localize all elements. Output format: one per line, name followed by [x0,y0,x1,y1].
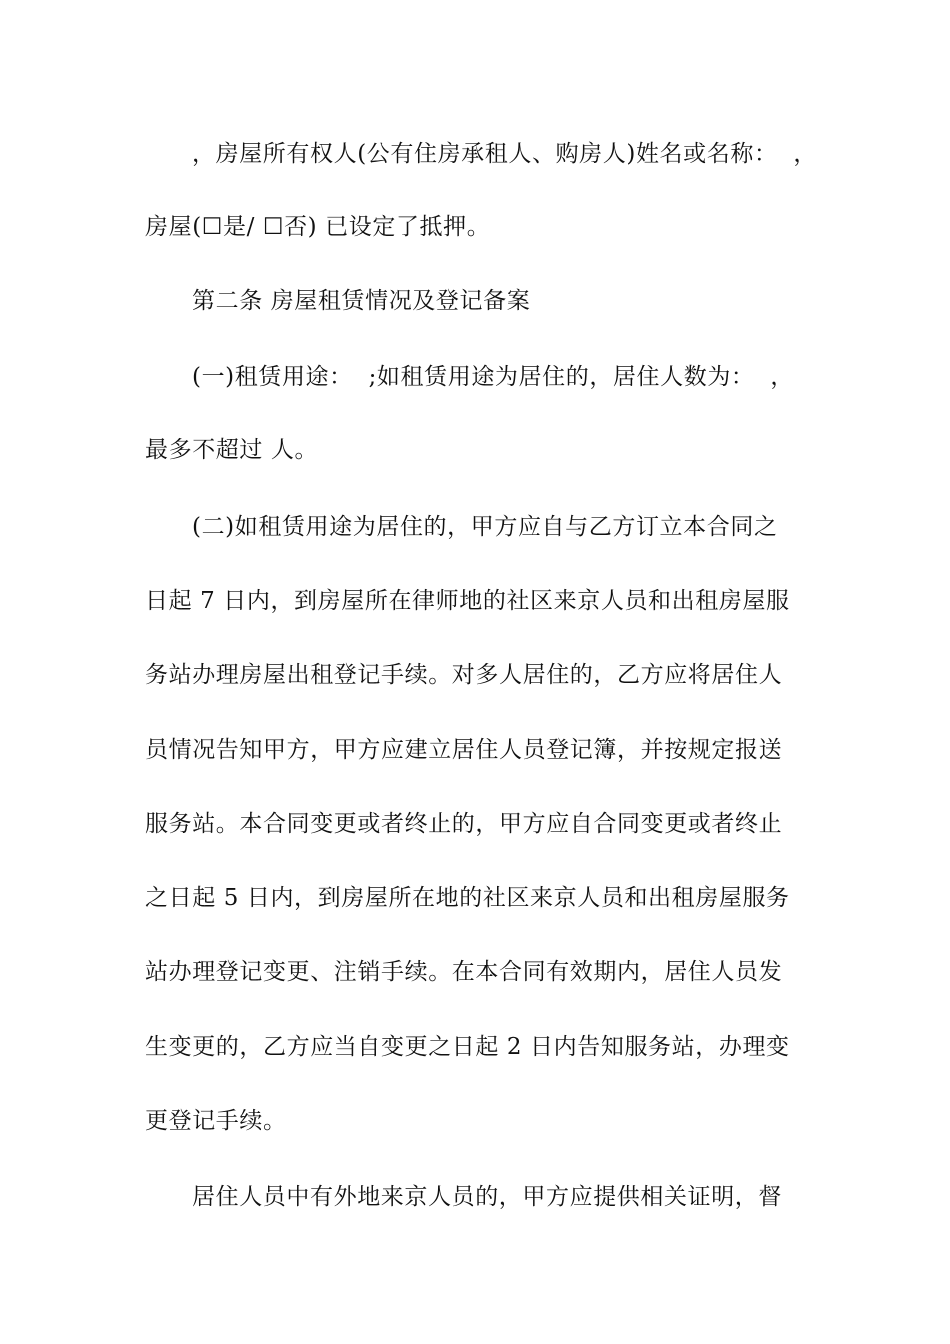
text-line-11: 之日起 5 日内，到房屋所在地的社区来京人员和出租房屋服务 [145,885,790,911]
text-line-15: 居住人员中有外地来京人员的，甲方应提供相关证明，督 [192,1184,782,1210]
section-heading: 第二条 房屋租赁情况及登记备案 [192,288,531,314]
text-line-8: 务站办理房屋出租登记手续。对多人居住的，乙方应将居住人 [145,662,783,688]
text-line-10: 服务站。本合同变更或者终止的，甲方应自合同变更或者终止 [145,811,783,837]
text-line-7: 日起 7 日内，到房屋所在律师地的社区来京人员和出租房屋服 [145,588,790,614]
text-line-12: 站办理登记变更、注销手续。在本合同有效期内，居住人员发 [145,959,783,985]
text-line-9: 员情况告知甲方，甲方应建立居住人员登记簿，并按规定报送 [145,737,783,763]
text-line-5: 最多不超过 人。 [145,437,319,463]
text-line-2: 房屋(☐是/ ☐否) 已设定了抵押。 [145,214,491,240]
text-line-6: (二)如租赁用途为居住的，甲方应自与乙方订立本合同之 [192,514,778,540]
text-line-13: 生变更的，乙方应当自变更之日起 2 日内告知服务站，办理变 [145,1034,790,1060]
text-line-14: 更登记手续。 [145,1108,287,1134]
text-line-4: (一)租赁用途： ;如租赁用途为居住的，居住人数为： ， [192,364,794,390]
text-line-1: ，房屋所有权人(公有住房承租人、购房人)姓名或名称： ， [192,141,817,167]
